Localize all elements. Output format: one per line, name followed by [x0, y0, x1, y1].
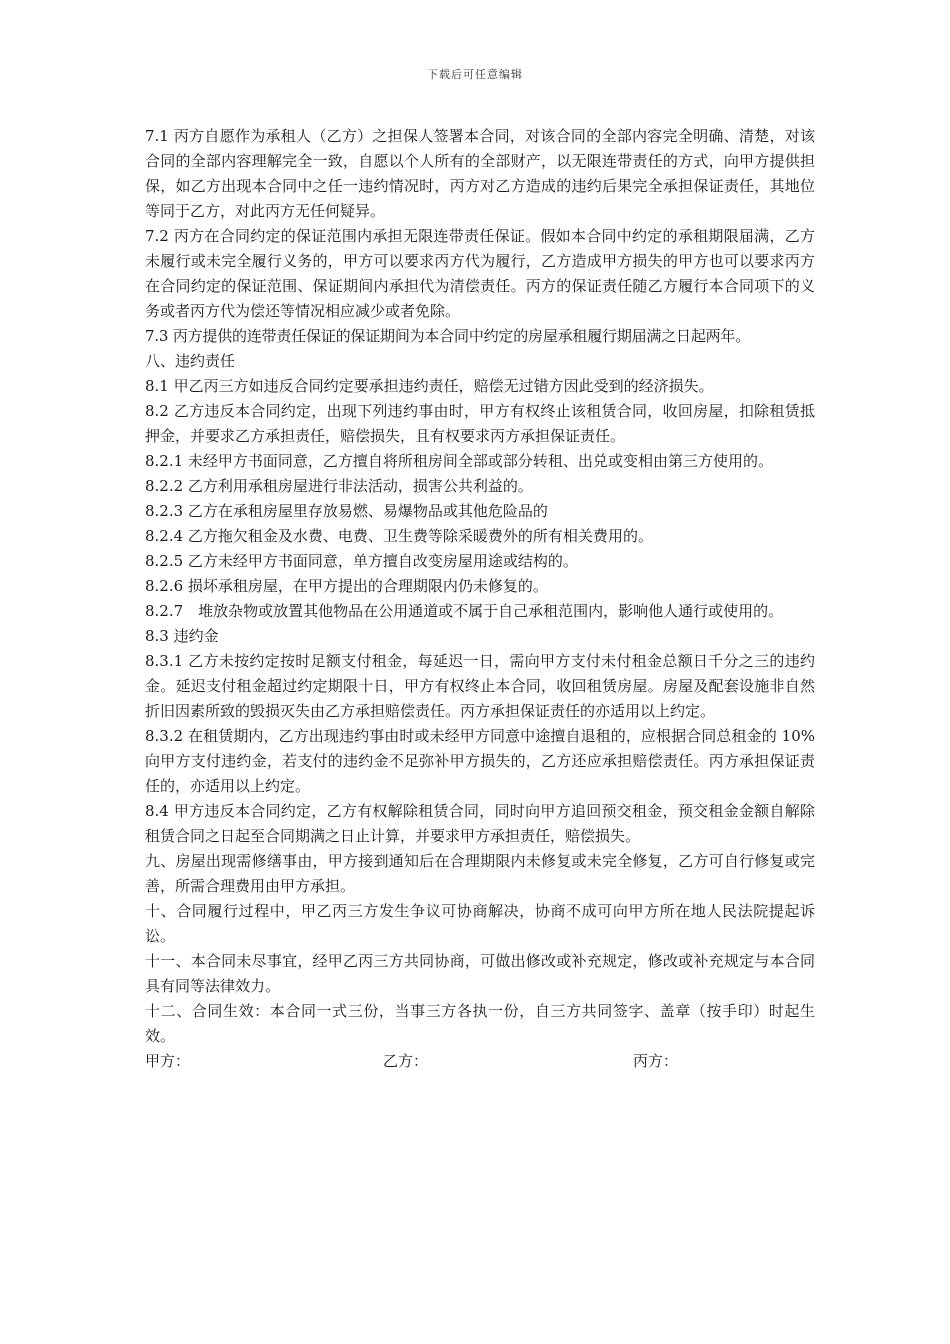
section-heading-breach-liability: 八、违约责任	[145, 352, 236, 370]
page-header: 下载后可任意编辑	[427, 68, 523, 81]
clause-7-3: 7.3 丙方提供的连带责任保证的保证期间为本合同中约定的房屋承租履行期届满之日起两年。	[145, 327, 751, 345]
clause-8-3-1: 8.3.1 乙方未按约定按时足额支付租金，每延迟一日，需向甲方支付未付租金总额日千分之三的违约金。延迟支付租金超过约定期限十日，甲方有权终止本合同，收回租赁房屋。房屋及配套设施非自然折旧因素所致的毁损灭失由乙方承担赔偿责任。丙方承担保证责任的亦适用以上约定。	[145, 652, 815, 720]
clause-8-2-5: 8.2.5 乙方未经甲方书面同意，单方擅自改变房屋用途或结构的。	[145, 552, 578, 570]
clause-7-2: 7.2 丙方在合同约定的保证范围内承担无限连带责任保证。假如本合同中约定的承租期限届满，乙方未履行或未完全履行义务的，甲方可以要求丙方代为履行，乙方造成甲方损失的甲方也可以要求丙方在合同约定的保证范围、保证期间内承担代为清偿责任。丙方的保证责任随乙方履行本合同项下的义务或者丙方代为偿还等情况相应减少或者免除。	[145, 227, 815, 320]
signature-row	[145, 1049, 815, 1074]
signature-party-b: 乙方：	[383, 1052, 429, 1070]
clause-8-2-2: 8.2.2 乙方利用承租房屋进行非法活动，损害公共利益的。	[145, 477, 533, 495]
clause-11: 十一、本合同未尽事宜，经甲乙丙三方共同协商，可做出修改或补充规定，修改或补充规定与本合同具有同等法律效力。	[145, 952, 815, 995]
clause-8-2: 8.2 乙方违反本合同约定，出现下列违约事由时，甲方有权终止该租赁合同，收回房屋，扣除租赁抵押金，并要求乙方承担责任，赔偿损失，且有权要求丙方承担保证责任。	[145, 402, 815, 445]
clause-10: 十、合同履行过程中，甲乙丙三方发生争议可协商解决，协商不成可向甲方所在地人民法院提起诉讼。	[145, 902, 815, 945]
document-body	[145, 124, 815, 1074]
clause-8-1: 8.1 甲乙丙三方如违反合同约定要承担违约责任，赔偿无过错方因此受到的经济损失。	[145, 377, 714, 395]
signature-party-a: 甲方：	[145, 1052, 191, 1070]
clause-8-2-1: 8.2.1 未经甲方书面同意，乙方擅自将所租房间全部或部分转租、出兑或变相由第三方使用的。	[145, 452, 773, 470]
clause-8-4: 8.4 甲方违反本合同约定，乙方有权解除租赁合同，同时向甲方追回预交租金，预交租金金额自解除租赁合同之日起至合同期满之日止计算，并要求甲方承担责任，赔偿损失。	[145, 802, 815, 845]
clause-8-3-2: 8.3.2 在租赁期内，乙方出现违约事由时或未经甲方同意中途擅自退租的，应根据合同总租金的 10%向甲方支付违约金，若支付的违约金不足弥补甲方损失的，乙方还应承担赔偿责任。丙方承担保证责任的，亦适用以上约定。	[145, 727, 815, 795]
clause-7-1: 7.1 丙方自愿作为承租人（乙方）之担保人签署本合同，对该合同的全部内容完全明确、清楚，对该合同的全部内容理解完全一致，自愿以个人所有的全部财产，以无限连带责任的方式，向甲方提供担保，如乙方出现本合同中之任一违约情况时，丙方对乙方造成的违约后果完全承担保证责任，其地位等同于乙方，对此丙方无任何疑异。	[145, 127, 815, 220]
signature-party-c: 丙方：	[633, 1052, 679, 1070]
clause-8-2-3: 8.2.3 乙方在承租房屋里存放易燃、易爆物品或其他危险品的	[145, 502, 548, 520]
clause-8-3-heading: 8.3 违约金	[145, 627, 219, 645]
clause-8-2-7: 8.2.7 堆放杂物或放置其他物品在公用通道或不属于自己承租范围内，影响他人通行或使用的。	[145, 602, 784, 620]
clause-9: 九、房屋出现需修缮事由，甲方接到通知后在合理期限内未修复或未完全修复，乙方可自行修复或完善，所需合理费用由甲方承担。	[145, 852, 815, 895]
clause-8-2-4: 8.2.4 乙方拖欠租金及水费、电费、卫生费等除采暖费外的所有相关费用的。	[145, 527, 653, 545]
clause-8-2-6: 8.2.6 损坏承租房屋，在甲方提出的合理期限内仍未修复的。	[145, 577, 548, 595]
clause-12: 十二、合同生效：本合同一式三份，当事三方各执一份，自三方共同签字、盖章（按手印）时起生效。	[145, 1002, 815, 1045]
